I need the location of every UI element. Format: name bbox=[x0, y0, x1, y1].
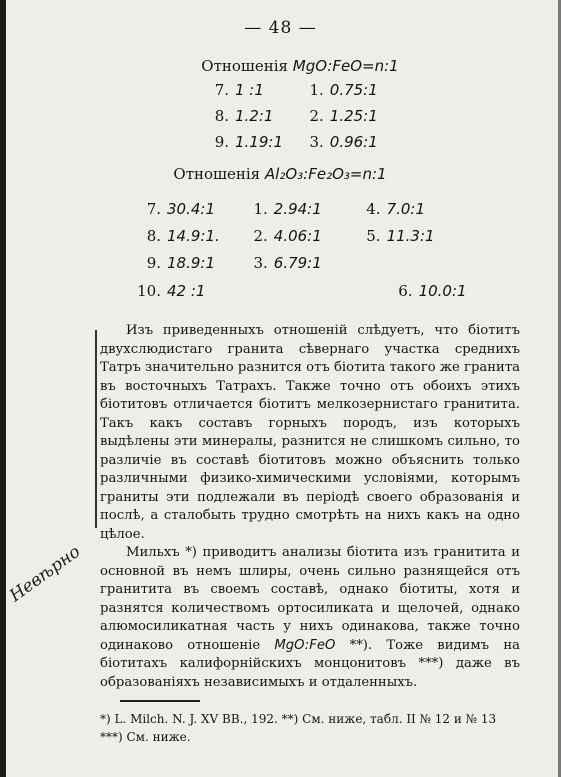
ratio1-row bbox=[205, 107, 378, 125]
paragraph-2-part-b: **). Тоже видимъ на біотитахъ калифорнійскихъ монцонитовъ ***) даже въ образованіяхъ независимыхъ и отдаленныхъ. bbox=[100, 637, 520, 690]
ratio1-heading bbox=[0, 57, 561, 75]
ratio-value: 10.0:1 bbox=[418, 282, 467, 300]
ratio2-label: Отношенія bbox=[173, 165, 261, 183]
ratio-value: 14.9:1. bbox=[167, 227, 220, 245]
ratio2-row bbox=[137, 254, 352, 272]
row-number: 7. bbox=[146, 200, 161, 218]
ratio-value: 0.96:1 bbox=[329, 133, 378, 151]
ratio-value: 42 :1 bbox=[167, 282, 206, 300]
row-number: 8. bbox=[146, 227, 161, 245]
row-number: 9. bbox=[146, 254, 161, 272]
ratio1-formula: MgO:FeO=n:1 bbox=[292, 57, 399, 75]
ratio-value: 4.06:1 bbox=[273, 227, 322, 245]
paragraph-2-formula: MgO:FeO bbox=[274, 637, 336, 653]
ratio2-row bbox=[137, 282, 467, 300]
row-number: 8. bbox=[214, 107, 229, 125]
ratio-value: 2.94:1 bbox=[273, 200, 322, 218]
ratio-value: 18.9:1 bbox=[167, 254, 215, 272]
row-number: 3. bbox=[309, 133, 324, 151]
ratio-value: 1.2:1 bbox=[235, 107, 274, 125]
ratio1-row bbox=[205, 81, 378, 99]
ratio-value: 1 :1 bbox=[235, 81, 264, 99]
body-text bbox=[100, 322, 520, 692]
paragraph-1: Изъ приведенныхъ отношеній слѣдуетъ, что біотитъ двухслюдистаго гранита сѣвернаго участка среднихъ Татръ значительно разнится отъ біотита такого же гранита въ восточныхъ Татрахъ. Также точно отъ обоихъ этихъ біотитовъ отличается біотитъ мелкозернистаго гранитита. Такъ какъ составъ горныхъ породъ, изъ которыхъ выдѣлены эти минералы, разнится не слишкомъ сильно, то различіе въ составѣ біотитовъ можно объяснить только различными физико-химическими условіями, которымъ граниты эти подлежали въ періодѣ своего образованія и послѣ, а сталобыть трудно смотрѣть на нихъ какъ на одно цѣлое. bbox=[100, 323, 520, 542]
ratio1-label: Отношенія bbox=[201, 57, 288, 75]
row-number: 6. bbox=[398, 282, 413, 300]
handwritten-note: Невѣрно bbox=[6, 541, 85, 607]
ratio-value: 6.79:1 bbox=[273, 254, 322, 272]
ratio-value: 1.25:1 bbox=[329, 107, 378, 125]
row-number: 9. bbox=[214, 133, 229, 151]
paragraph-2 bbox=[100, 544, 520, 692]
ratio-value: 7.0:1 bbox=[386, 200, 426, 218]
row-number: 10. bbox=[137, 282, 161, 300]
ratio-value: 30.4:1 bbox=[167, 200, 215, 218]
ratio-value: 0.75:1 bbox=[329, 81, 378, 99]
ratio-value: 1.19:1 bbox=[235, 133, 283, 151]
row-number: 7. bbox=[214, 81, 229, 99]
footnote: *) L. Milch. N. J. XV BB., 192. **) См. ниже, табл. II № 12 и № 13 ***) См. ниже. bbox=[100, 712, 497, 744]
ratio2-row bbox=[137, 200, 425, 218]
ratio-value: 11.3:1 bbox=[386, 227, 435, 245]
row-number: 1. bbox=[309, 81, 324, 99]
ratio1-row bbox=[205, 133, 378, 151]
margin-marker-line bbox=[95, 330, 97, 528]
row-number: 2. bbox=[309, 107, 324, 125]
row-number: 4. bbox=[366, 200, 381, 218]
page-number: — 48 — bbox=[244, 18, 317, 38]
row-number: 2. bbox=[253, 227, 268, 245]
footnote-rule bbox=[120, 700, 200, 702]
ratio2-heading bbox=[0, 165, 561, 183]
ratio2-row bbox=[137, 227, 435, 245]
ratio2-formula: Al₂O₃:Fe₂O₃=n:1 bbox=[264, 165, 387, 183]
row-number: 1. bbox=[253, 200, 268, 218]
page-edge-shadow bbox=[0, 0, 6, 777]
row-number: 3. bbox=[253, 254, 268, 272]
paragraph-2-part-a: Мильхъ *) приводитъ анализы біотита изъ гранитита и основной въ немъ шлиры, очень сильно разнящейся отъ гранитита въ своемъ составѣ, однако біотиты, хотя и разнятся количествомъ ортосиликата и щелочей, однако алюмосиликатная часть у нихъ одинакова, также точно одинаково отношеніе bbox=[100, 545, 520, 653]
row-number: 5. bbox=[366, 227, 381, 245]
